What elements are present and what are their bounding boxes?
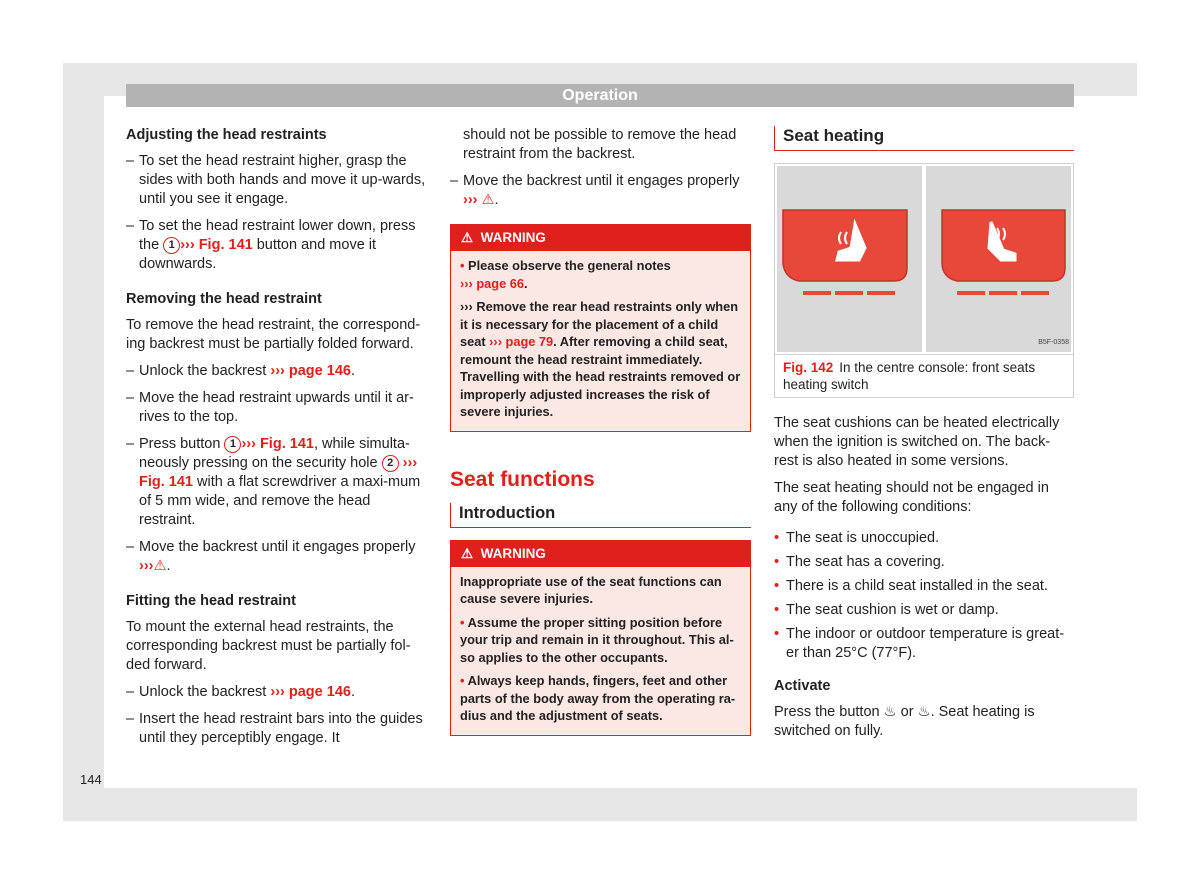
page-number: 144	[80, 772, 102, 787]
page-link[interactable]: ››› page 146	[270, 363, 351, 379]
seat-heating-switch-illustration	[775, 164, 1073, 354]
paragraph: should not be possible to remove the head restraint from the backrest.	[463, 127, 737, 162]
list-item: – To set the head restraint higher, grasp the sides with both hands and move it up-wards, until you see it engage.	[126, 152, 428, 209]
figure-code: B5F-0358	[1038, 339, 1069, 346]
bullet-icon: •	[460, 673, 465, 688]
paragraph: To remove the head restraint, the correspond-ing backrest must be partially folded forward.	[126, 317, 421, 352]
warning-triangle-icon: ⚠	[461, 230, 474, 245]
page-link[interactable]: ››› page 66	[460, 275, 524, 291]
bullet-icon: •	[460, 258, 465, 273]
list-item: – Move the backrest until it engages properly ›››⚠.	[126, 538, 428, 576]
callout-number: 1	[163, 237, 180, 254]
figure-link[interactable]: ››› Fig. 141	[139, 455, 418, 490]
heading-activate: Activate	[774, 678, 831, 694]
list-item: – Move the head restraint upwards until it ar-rives to the top.	[126, 389, 428, 427]
heading-fitting: Fitting the head restraint	[126, 593, 296, 609]
list-item: • There is a child seat installed in the seat.	[774, 577, 1074, 596]
warning-box	[450, 540, 751, 736]
page-link[interactable]: ››› page 146	[270, 684, 351, 700]
section-header: Operation	[126, 84, 1074, 107]
column-left	[126, 126, 428, 756]
warning-triangle-icon: ⚠	[153, 558, 167, 574]
list-item: – Press button 1 ››› Fig. 141, while simulta-neously pressing on the security hole 2 ››› Fig. 141 with a flat screwdriver a maxi-mum of 5 mm wide, and remove the head restraint.	[126, 435, 428, 530]
list-item: – Insert the head restraint bars into the guides until they perceptibly engage. It	[126, 710, 428, 748]
warning-box	[450, 224, 751, 432]
figure-image	[775, 164, 1073, 354]
subsection-title: Introduction	[450, 503, 751, 528]
paragraph: Press the button ♨ or ♨. Seat heating is switched on fully.	[774, 704, 1035, 739]
paragraph: The seat cushions can be heated electrically when the ignition is switched on. The back-rest is also heated in some versions.	[774, 415, 1060, 469]
list-item: • The indoor or outdoor temperature is great-er than 25°C (77°F).	[774, 625, 1074, 663]
warning-link[interactable]: ›››	[139, 558, 154, 574]
warning-triangle-icon: ⚠	[461, 545, 474, 561]
subsection-title: Seat heating	[774, 126, 1074, 151]
list-item: – Move the backrest until it engages properly ››› ⚠.	[450, 172, 751, 210]
warning-triangle-icon: ⚠	[481, 192, 495, 208]
figure-link[interactable]: ››› Fig. 141	[180, 237, 253, 253]
seat-heating-backrest-icon: ♨	[917, 704, 931, 720]
list-item: – Unlock the backrest ››› page 146.	[126, 683, 428, 702]
figure-link[interactable]: ››› Fig. 141	[241, 436, 314, 452]
warning-link[interactable]: ›››	[463, 192, 478, 208]
list-item: – To set the head restraint lower down, press the 1 ››› Fig. 141 button and move it downwards.	[126, 217, 428, 274]
page-link[interactable]: ››› page 79	[489, 334, 554, 349]
column-middle	[450, 126, 751, 744]
paragraph: The seat heating should not be engaged in any of the following conditions:	[774, 480, 1049, 515]
paragraph: To mount the external head restraints, the corresponding backrest must be partially fol-ded forward.	[126, 619, 411, 673]
warning-body: • Please observe the general notes ››› page 66. ››› Remove the rear head restraints only when it is necessary for the placement of a child seat ››› page 79. After removing a child seat, remount the head restraint immediately. Travelling with the head restraints removed or improperly adjusted increases the risk of severe injuries.	[460, 258, 741, 419]
heading-removing: Removing the head restraint	[126, 291, 322, 307]
heading-adjusting: Adjusting the head restraints	[126, 127, 327, 143]
seat-heating-cushion-icon: ♨	[883, 704, 897, 720]
warning-header: ⚠ WARNING	[451, 541, 750, 567]
warning-header: ⚠ WARNING	[451, 225, 750, 251]
list-item: • The seat is unoccupied.	[774, 529, 1074, 548]
list-item: • The seat cushion is wet or damp.	[774, 601, 1074, 620]
callout-number: 1	[224, 436, 241, 453]
column-right	[774, 126, 1074, 749]
section-title: Seat functions	[450, 467, 595, 491]
list-item: – Unlock the backrest ››› page 146.	[126, 362, 428, 381]
figure	[774, 163, 1074, 398]
figure-caption: Fig. 142 In the centre console: front seats heating switch	[775, 354, 1073, 397]
list-item: • The seat has a covering.	[774, 553, 1074, 572]
warning-body: Inappropriate use of the seat functions can cause severe injuries. • Assume the proper sitting position before your trip and remain in it throughout. This al-so applies to the other occupants. • Always keep hands, fingers, feet and other parts of the body away from the operating ra-dius and the adjustment of seats.	[460, 573, 736, 723]
callout-number: 2	[382, 455, 399, 472]
bullet-icon: •	[460, 614, 465, 630]
